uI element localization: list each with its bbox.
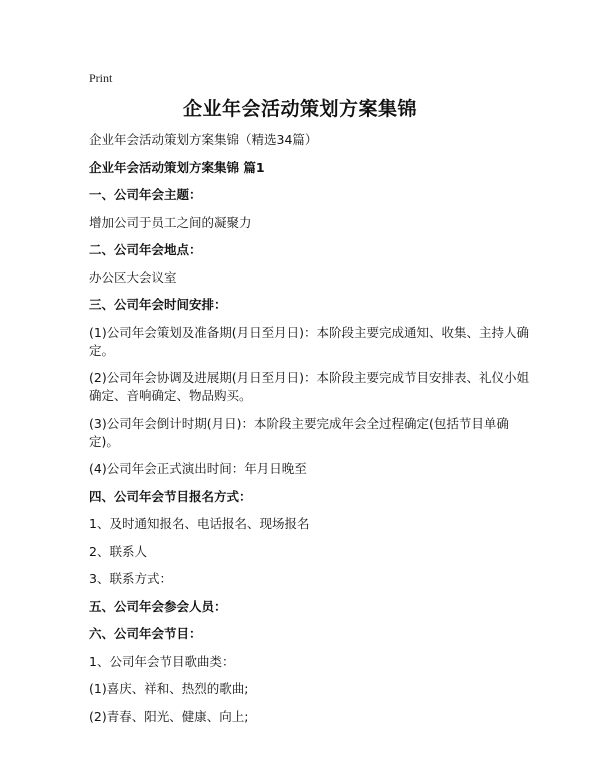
print-link[interactable]: Print [89,71,113,85]
paragraph-theme: 增加公司于员工之间的凝聚力 [89,214,252,230]
section-heading-attendees: 五、公司年会参会人员： [89,598,227,614]
paragraph-registration-1: 1、及时通知报名、电话报名、现场报名 [89,516,310,531]
section-heading-theme: 一、公司年会主题： [89,187,202,202]
section-heading-location: 二、公司年会地点： [89,242,202,257]
section-heading-article: 企业年会活动策划方案集锦 篇1 [89,159,265,175]
paragraph-registration-3: 3、联系方式： [89,571,172,586]
paragraph-program-song-2: (2)青春、阳光、健康、向上; [89,708,249,724]
paragraph-location: 办公区大会议室 [89,269,177,285]
paragraph-schedule-2: (2)公司年会协调及进展期(月日至月日)：本阶段主要完成节目安排表、礼仪小姐确定、音响确定、物品购买。 [89,370,529,403]
section-heading-schedule: 三、公司年会时间安排： [89,297,227,312]
paragraph-subtitle: 企业年会活动策划方案集锦（精选34篇） [89,132,318,147]
section-heading-registration: 四、公司年会节目报名方式： [89,488,252,504]
paragraph-program-songs: 1、公司年会节目歌曲类： [89,653,235,669]
paragraph-schedule-1: (1)公司年会策划及准备期(月日至月日)：本阶段主要完成通知、收集、主持人确定。 [89,324,529,358]
document-title: 企业年会活动策划方案集锦 [182,98,417,120]
paragraph-program-song-1: (1)喜庆、祥和、热烈的歌曲; [89,681,249,696]
paragraph-schedule-4: (4)公司年会正式演出时间：年月日晚至 [89,461,307,476]
section-heading-program: 六、公司年会节目： [89,626,202,641]
paragraph-schedule-3: (3)公司年会倒计时期(月日)：本阶段主要完成年会全过程确定(包括节目单确定)。 [89,415,509,449]
paragraph-registration-2: 2、联系人 [89,543,147,559]
document-body [89,131,529,735]
